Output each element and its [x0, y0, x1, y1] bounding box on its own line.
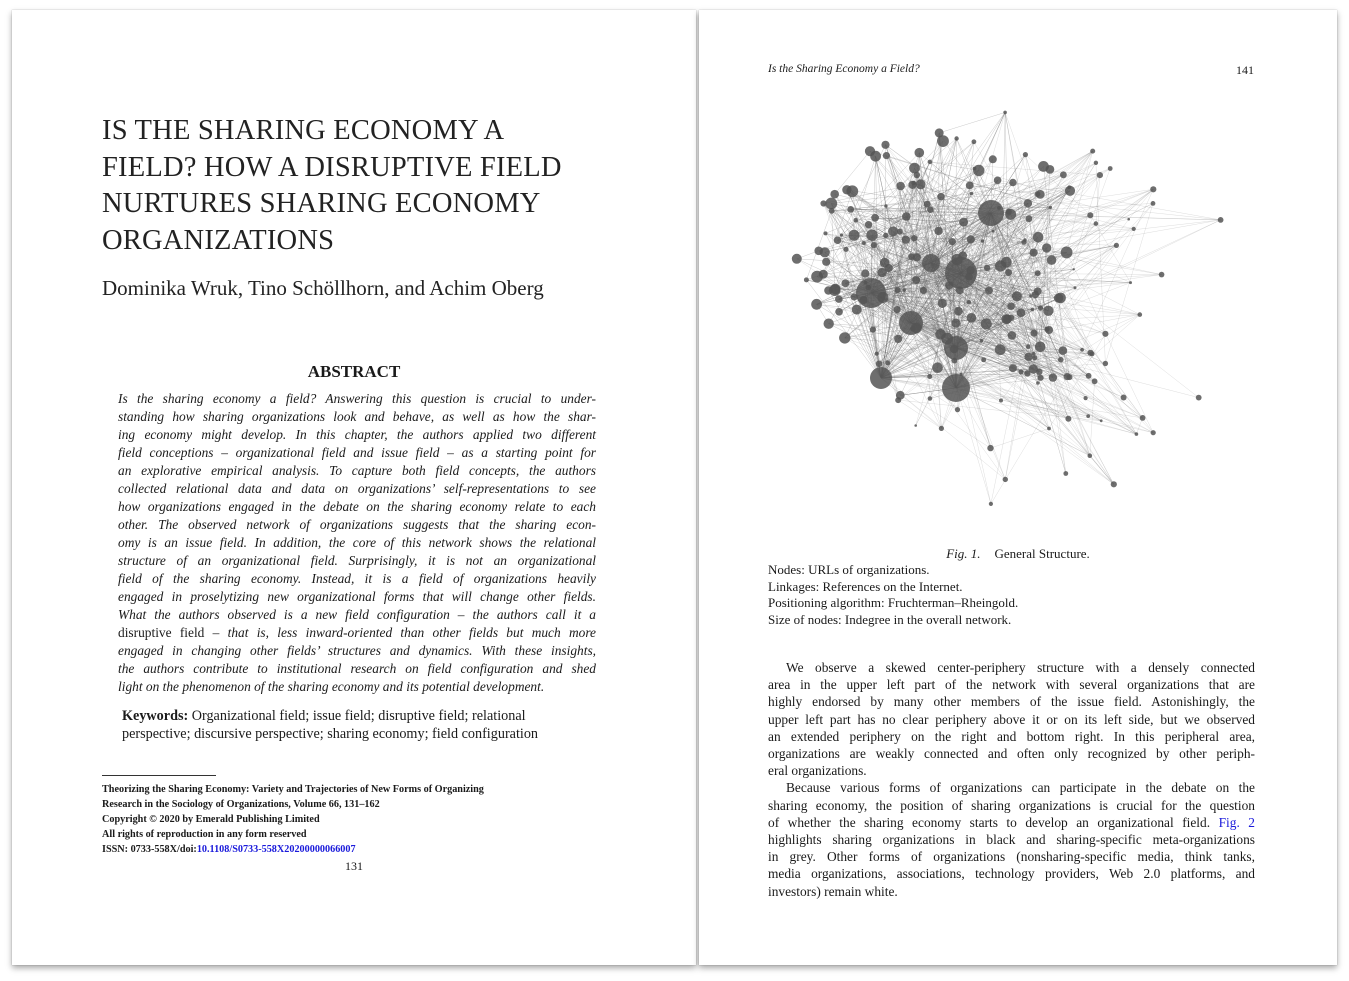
figure-note: Positioning algorithm: Fruchterman–Rheingold. — [768, 595, 1019, 611]
network-node — [966, 182, 974, 190]
network-node — [902, 212, 911, 221]
network-node — [1032, 355, 1037, 360]
network-node — [896, 391, 905, 400]
network-node — [839, 332, 850, 343]
network-node — [820, 200, 826, 206]
network-node — [973, 165, 984, 176]
network-node — [830, 190, 839, 199]
network-edge — [881, 378, 991, 448]
network-node — [870, 327, 876, 333]
network-edge — [939, 112, 1005, 132]
network-node — [911, 235, 917, 241]
network-node — [1092, 378, 1098, 384]
body-line: Because various forms of organizations can participate in the debate on the — [786, 780, 1255, 796]
network-node — [1087, 212, 1093, 218]
body-line: We observe a skewed center-periphery structure with a densely connected — [786, 660, 1255, 675]
footnote-line: All rights of reproduction in any form reserved — [102, 829, 307, 840]
body-line: in grey. Other forms of organizations (nonsharing-specific media, think tanks, — [768, 849, 1255, 865]
network-node — [840, 233, 843, 236]
network-node — [825, 198, 837, 210]
body-line: an extended periphery on the right and bottom right. In this peripheral area, — [768, 728, 1255, 744]
abstract-fragment: – that is, less inward-oriented than other fields but much more — [204, 625, 596, 640]
network-node — [884, 204, 887, 207]
network-node — [888, 226, 898, 236]
network-node — [871, 242, 877, 248]
network-node — [885, 360, 890, 365]
network-node — [894, 335, 902, 343]
network-node — [909, 163, 920, 174]
network-node — [1103, 361, 1108, 366]
abstract-line: structure of an organizational field. Surprisingly, it is not an organizational — [118, 553, 596, 568]
abstract-line: light on the phenomenon of the sharing economy and its potential development. — [118, 679, 545, 694]
network-node — [1003, 477, 1008, 482]
network-node — [912, 276, 920, 284]
network-node — [1088, 453, 1093, 458]
network-node — [1026, 215, 1033, 222]
network-node — [1218, 217, 1224, 223]
network-node — [1086, 414, 1090, 418]
network-node — [792, 254, 802, 264]
network-edge — [806, 211, 831, 280]
footnote-line: Copyright © 2020 by Emerald Publishing Limited — [102, 814, 320, 825]
network-node — [942, 374, 970, 402]
network-node — [1135, 432, 1139, 436]
network-node — [883, 233, 888, 238]
network-node — [992, 230, 995, 233]
network-node — [1094, 221, 1099, 226]
abstract-line: field conceptions – organizational field and issue field – as a starting point for — [118, 445, 596, 460]
body-line: sharing economy, the position of sharing organizations is crucial for the question — [768, 797, 1255, 813]
network-node — [1090, 149, 1095, 154]
network-node — [978, 200, 1004, 226]
running-head: Is the Sharing Economy a Field? — [768, 63, 920, 75]
network-node — [1035, 270, 1041, 276]
network-node — [1159, 272, 1165, 278]
network-node — [824, 286, 832, 294]
network-node — [871, 214, 879, 222]
network-node — [865, 221, 872, 228]
title-line: IS THE SHARING ECONOMY A — [102, 115, 505, 146]
network-node — [811, 299, 822, 310]
network-node — [1019, 369, 1024, 374]
network-node — [1045, 327, 1050, 332]
network-node — [927, 374, 932, 379]
figure-note: Nodes: URLs of organizations. — [768, 562, 930, 577]
abstract-line: other. The observed network of organizations suggests that the sharing econ- — [118, 517, 596, 532]
network-node — [989, 502, 993, 506]
abstract-line: an explorative empirical analysis. To capture both field concepts, the authors — [118, 463, 596, 478]
network-node — [915, 148, 925, 158]
network-node — [1024, 370, 1030, 376]
abstract-line: engaged in changing other fields’ structures and dynamics. With these insights, — [118, 643, 596, 658]
chapter-title — [102, 113, 622, 259]
body-line: upper left part has no clear periphery above it or on its left side, but we observed — [768, 711, 1255, 727]
right-page — [699, 10, 1337, 965]
network-node — [896, 182, 905, 191]
network-node — [928, 160, 933, 165]
network-node — [847, 206, 854, 213]
network-node — [1132, 227, 1136, 231]
network-node — [1067, 185, 1071, 189]
network-node — [1017, 308, 1026, 317]
abstract-line: engaged in proselytizing new organizational forms that will change other fields. — [118, 589, 596, 604]
network-node — [916, 179, 926, 189]
network-node — [1102, 331, 1108, 337]
network-node — [922, 254, 940, 272]
network-node — [1005, 269, 1012, 276]
network-node — [1108, 166, 1113, 171]
network-node — [951, 319, 960, 328]
network-node — [1196, 395, 1202, 401]
network-node — [908, 253, 915, 260]
figure-notes — [768, 562, 1018, 628]
network-node — [985, 287, 993, 295]
network-node — [1080, 348, 1084, 352]
network-node — [1047, 255, 1057, 265]
network-edge — [1074, 169, 1111, 270]
figure-note: Size of nodes: Indegree in the overall network. — [768, 611, 1012, 627]
network-node — [1061, 247, 1073, 259]
network-node — [967, 235, 975, 243]
fig-2-link[interactable]: Fig. 2 — [1218, 814, 1255, 830]
network-node — [1150, 186, 1156, 192]
keywords-line: perspective; discursive perspective; sharing economy; field configuration — [122, 726, 539, 742]
network-node — [902, 236, 910, 244]
network-node — [1035, 191, 1041, 197]
network-node — [835, 295, 843, 303]
network-node — [928, 396, 933, 401]
network-node — [981, 357, 986, 362]
network-edge — [898, 400, 941, 428]
keywords-text: Organizational field; issue field; disruptive field; relational — [188, 708, 526, 724]
network-node — [1047, 427, 1051, 431]
figure-title: General Structure. — [994, 546, 1090, 561]
network-node — [1046, 165, 1055, 174]
network-node — [1138, 312, 1143, 317]
network-node — [1033, 232, 1044, 243]
network-node — [1094, 161, 1098, 165]
network-node — [959, 218, 968, 227]
network-node — [894, 306, 901, 313]
network-node — [1087, 350, 1093, 356]
network-node — [875, 352, 879, 356]
network-node — [1008, 331, 1017, 340]
title-line: NURTURES SHARING ECONOMY — [102, 188, 541, 219]
network-node — [883, 152, 890, 159]
network-node — [932, 362, 943, 373]
abstract-line — [118, 624, 596, 642]
network-node — [1063, 471, 1068, 476]
network-node — [819, 270, 828, 279]
network-node — [1065, 416, 1071, 422]
network-node — [955, 407, 960, 412]
network-edge — [956, 388, 1090, 456]
footnote-rule — [102, 775, 216, 776]
network-node — [1127, 218, 1130, 221]
network-node — [834, 236, 842, 244]
figure-caption — [699, 546, 1337, 562]
network-node — [1121, 395, 1127, 401]
network-node — [824, 319, 834, 329]
network-node — [1097, 172, 1103, 178]
figure-note: Linkages: References on the Internet. — [768, 578, 963, 594]
network-node — [1023, 152, 1028, 157]
network-node — [1073, 268, 1075, 270]
network-node — [1140, 415, 1146, 421]
abstract-line: field of the sharing economy. Instead, it is a field of organizations heavily — [118, 571, 596, 586]
abstract-line: omy is an issue field. In addition, the core of this network shows the relational — [118, 535, 596, 550]
network-node — [989, 155, 997, 163]
network-node — [899, 311, 923, 335]
issn-prefix: ISSN: 0733-558X/doi: — [102, 844, 197, 855]
network-node — [954, 136, 958, 140]
abstract-line: ing economy might develop. In this chapter, the authors applied two different — [118, 427, 596, 442]
network-node — [841, 279, 849, 287]
network-node — [994, 177, 1002, 185]
network-node — [949, 238, 956, 245]
network-node — [1006, 209, 1012, 215]
network-node — [1003, 111, 1007, 115]
network-node — [1038, 305, 1043, 310]
network-node — [824, 231, 828, 235]
body-line — [768, 814, 1255, 831]
network-node — [973, 167, 977, 171]
network-node — [895, 287, 901, 293]
abstract-line: Is the sharing economy a field? Answering this question is crucial to under- — [118, 391, 596, 406]
body-line: media organizations, associations, technology providers, Web 2.0 platforms, and — [768, 866, 1255, 882]
network-node — [843, 247, 848, 252]
body-line: eral organizations. — [768, 763, 867, 779]
network-figure — [771, 98, 1251, 548]
body-line: area in the upper left part of the network with several organizations that are — [768, 677, 1255, 693]
network-node — [1036, 369, 1042, 375]
network-node — [1021, 240, 1026, 245]
abstract-line: the authors contribute to institutional research on field configuration and shed — [118, 661, 596, 676]
page-number: 131 — [345, 859, 363, 873]
disruptive-field-term: disruptive field — [118, 625, 205, 640]
network-node — [1012, 291, 1022, 301]
network-node — [861, 269, 869, 277]
footnote — [102, 782, 484, 857]
network-node — [1049, 373, 1057, 381]
keywords-line — [122, 707, 602, 725]
network-node — [1031, 308, 1034, 311]
network-node — [1049, 206, 1052, 209]
network-node — [920, 287, 927, 294]
network-node — [885, 264, 893, 272]
network-node — [967, 300, 971, 304]
network-node — [1038, 375, 1044, 381]
body-line: highlights sharing organizations in black and sharing-specific meta-organizations — [768, 832, 1255, 848]
authors: Dominika Wruk, Tino Schöllhorn, and Achim Oberg — [102, 276, 544, 300]
network-node — [1151, 201, 1156, 206]
network-node — [945, 257, 977, 289]
network-node — [835, 308, 843, 316]
network-node — [1030, 330, 1037, 337]
network-node — [1043, 306, 1053, 316]
network-node — [934, 227, 942, 235]
network-node — [903, 288, 906, 291]
network-node — [856, 278, 886, 308]
network-node — [866, 230, 877, 241]
network-node — [981, 239, 984, 242]
abstract-text — [118, 390, 596, 696]
network-node — [1035, 342, 1046, 353]
body-line: organizations are weakly connected and often only recognized by other periph- — [768, 746, 1255, 762]
network-node — [954, 307, 963, 316]
network-node — [1064, 373, 1071, 380]
network-node — [1024, 199, 1032, 207]
network-node — [1036, 381, 1040, 385]
network-node — [1074, 286, 1077, 289]
network-node — [862, 241, 866, 245]
abstract-line: standing how sharing organizations look and behave, as well as how the shar- — [118, 409, 596, 424]
network-node — [820, 247, 830, 257]
network-edge — [1038, 275, 1162, 292]
network-node — [1030, 249, 1038, 257]
network-node — [1032, 291, 1039, 298]
network-node — [1151, 430, 1156, 435]
title-line: ORGANIZATIONS — [102, 224, 335, 256]
doi-link[interactable]: 10.1108/S0733-558X20200000066007 — [196, 844, 356, 855]
body-line: investors) remain white. — [768, 883, 898, 899]
network-node — [1008, 315, 1014, 321]
network-node — [1111, 481, 1117, 487]
footnote-line: Theorizing the Sharing Economy: Variety and Trajectories of New Forms of Organizing — [102, 784, 484, 795]
network-node — [939, 426, 944, 431]
issn-line — [102, 842, 484, 857]
network-node — [865, 146, 875, 156]
network-node — [1024, 353, 1032, 361]
network-node — [1026, 344, 1031, 349]
network-node — [972, 139, 977, 144]
network-node — [1114, 243, 1119, 248]
body-text — [768, 659, 1255, 900]
network-node — [1055, 293, 1066, 304]
network-node — [970, 192, 974, 196]
page-number: 141 — [1236, 63, 1254, 77]
abstract-line: how organizations engaged in the debate on the sharing economy relate to each — [118, 499, 596, 514]
network-node — [1129, 281, 1132, 284]
body-fragment: of whether the sharing economy starts to develop an organizational field. — [768, 814, 1219, 830]
network-node — [822, 258, 830, 266]
network-node — [914, 424, 917, 427]
network-node — [937, 193, 944, 200]
network-node — [876, 361, 883, 368]
network-node — [1042, 243, 1051, 252]
network-node — [924, 201, 931, 208]
network-node — [852, 305, 862, 315]
network-node — [1032, 352, 1036, 356]
network-node — [1009, 179, 1016, 186]
network-node — [842, 185, 851, 194]
network-node — [1060, 171, 1067, 178]
abstract-line: What the authors observed is a new field configuration – the authors call it a — [118, 607, 596, 622]
network-node — [1084, 396, 1088, 400]
network-node — [984, 265, 990, 271]
network-node — [849, 230, 860, 241]
network-node — [1009, 364, 1017, 372]
network-node — [937, 135, 949, 147]
network-node — [967, 313, 977, 323]
body-line: highly endorsed by many other members of the issue field. Astonishingly, the — [768, 694, 1255, 710]
figure-label: Fig. 1. — [946, 546, 981, 561]
network-node — [995, 344, 1006, 355]
footnote-line: Research in the Sociology of Organizations, Volume 66, 131–162 — [102, 799, 380, 810]
network-node — [938, 299, 947, 308]
network-node — [935, 329, 946, 340]
keywords-label: Keywords: — [122, 708, 189, 724]
network-node — [1058, 357, 1064, 363]
network-node — [981, 318, 992, 329]
network-node — [1100, 419, 1103, 422]
abstract-line: collected relational data and data on organizations’ self-representations to see — [118, 481, 596, 496]
network-node — [853, 218, 858, 223]
network-node — [1007, 302, 1015, 310]
network-node — [908, 181, 916, 189]
network-node — [881, 141, 889, 149]
network-node — [944, 336, 968, 360]
network-node — [980, 339, 983, 342]
network-node — [1001, 257, 1012, 268]
network-node — [829, 208, 835, 214]
network-node — [870, 367, 892, 389]
network-node — [1059, 346, 1068, 355]
network-node — [999, 399, 1003, 403]
network-node — [987, 445, 993, 451]
title-line: FIELD? HOW A DISRUPTIVE FIELD — [102, 151, 562, 183]
left-page — [12, 10, 696, 965]
network-node — [1086, 373, 1092, 379]
keywords — [122, 707, 602, 743]
abstract-heading: ABSTRACT — [307, 362, 401, 381]
network-node — [804, 277, 809, 282]
